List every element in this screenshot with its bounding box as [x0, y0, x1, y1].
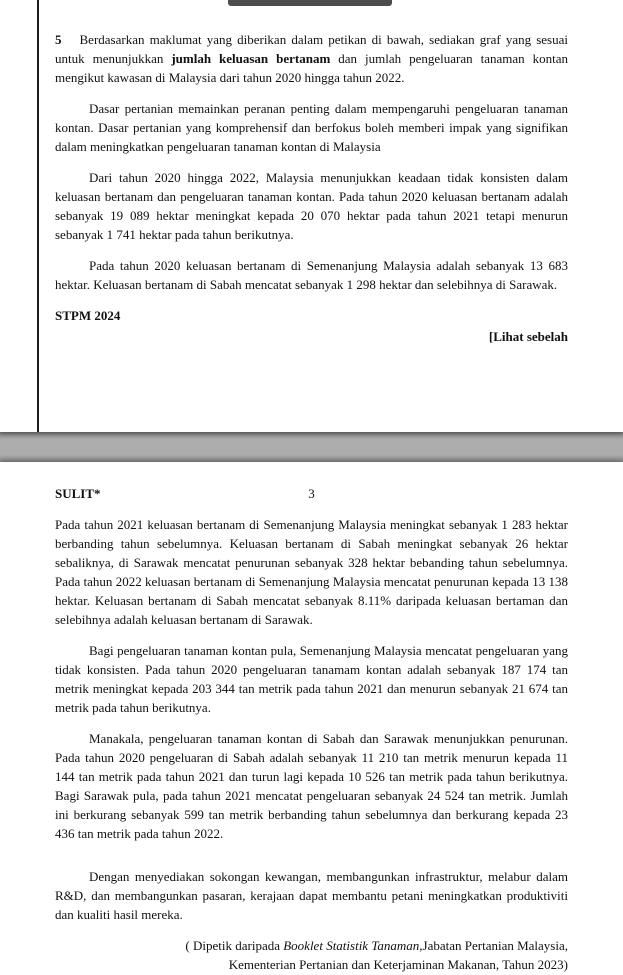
page-top-body — [55, 30, 568, 346]
body-paragraph: Pada tahun 2021 keluasan bertanam di Semenanjung Malaysia meningkat sebanyak 1 283 hektar berbanding tahun sebelumnya. Keluasan bertanam di Sabah meningkat sebanyak 26 hektar sebaliknya, di Sarawak mencatat penurunan sebanyak 328 hektar bebanding tahun sebelumnya. Pada tahun 2022 keluasan bertanam di Semenanjung Malaysia mencatat penurunan kepada 13 138 hektar. Keluasan bertanam di Sabah mencatat sebanyak 8.11% daripada keluasan bertaman dan selebihnya adalah keluasan bertanam di Sarawak. — [55, 517, 568, 627]
question-text-part1: Berdasarkan maklumat yang diberikan dalam petikan di bawah, sediakan graf yang sesuai untuk menunjukkan — [55, 32, 568, 66]
body-paragraph: Dengan menyediakan sokongan kewangan, membangunkan infrastruktur, melabur dalam R&D, dan membangunkan pasaran, kerajaan dapat membantu petani meningkatkan produktiviti dan kualiti hasil mereka. — [55, 869, 568, 922]
page-divider — [0, 432, 623, 462]
body-paragraph: Dari tahun 2020 hingga 2022, Malaysia menunjukkan keadaan tidak konsisten dalam keluasan bertanam dan pengeluaran tanaman kontan. Pada tahun 2020 keluasan bertanam adalah sebanyak 19 089 hektar meningkat kepada 20 070 hektar pada tahun 2021 tetapi menurun sebanyak 1 741 hektar pada tahun berikutnya. — [55, 170, 568, 242]
question-paragraph — [55, 30, 568, 87]
citation-source-italic: Booklet Statistik Tanaman, — [283, 938, 423, 953]
page-edge-line — [37, 0, 39, 432]
citation-pre: ( Dipetik daripada — [185, 938, 284, 953]
citation-line2: Kementerian Pertanian dan Keterjaminan Makanan, Tahun 2023) — [228, 957, 568, 972]
sulit-label: SULIT* — [55, 486, 101, 501]
body-paragraph: Manakala, pengeluaran tanaman kontan di Sabah dan Sarawak menunjukkan penurunan. Pada tahun 2020 pengeluaran di Sabah adalah sebanyak 11 210 tan metrik menurun kepada 11 144 tan metrik pada tahun 2021 dan turun lagi kepada 10 526 tan metrik pada tahun berikutnya. Bagi Sarawak pula, pada tahun 2021 mencatat pengeluaran sebanyak 24 524 tan metrik. Jumlah ini berkurang sebanyak 599 tan metrik berbanding tahun sebelumnya dan berkurang kepada 23 436 tan metrik pada tahun 2022. — [55, 731, 568, 841]
stpm-label: STPM 2024 — [55, 308, 121, 323]
page-3-body — [55, 515, 568, 974]
lihat-sebelah-note: [Lihat sebelah — [488, 329, 568, 344]
citation-post: Jabatan Pertanian Malaysia, — [422, 938, 568, 953]
question-number: 5 — [55, 32, 62, 47]
exam-page-3 — [0, 462, 623, 975]
citation — [55, 936, 568, 974]
body-paragraph: Bagi pengeluaran tanaman kontan pula, Semenanjung Malaysia mencatat pengeluaran yang tidak konsisten. Pada tahun 2020 pengeluaran tanamam kontan adalah sebanyak 187 174 tan metrik meningkat kepada 203 344 tan metrik pada tahun 2021 dan menurun sebanyak 21 674 tan metrik pada tahun berikutnya. — [55, 643, 568, 715]
page-header — [55, 484, 568, 503]
question-text-part2: dan jumlah pengeluaran tanaman kontan mengikut kawasan di Malaysia dari tahun 2020 hingga tahun 2022. — [55, 51, 568, 85]
body-paragraph: Dasar pertanian memainkan peranan penting dalam mempengaruhi pengeluaran tanaman kontan. Dasar pertanian yang komprehensif dan berfokus boleh memberi impak yang signifikan dalam meningkatkan pengeluaran tanaman kontan di Malaysia — [55, 101, 568, 154]
page-number: 3 — [308, 486, 315, 501]
body-paragraph: Pada tahun 2020 keluasan bertanam di Semenanjung Malaysia adalah sebanyak 13 683 hektar. Keluasan bertanam di Sabah mencatat sebanyak 1 298 hektar dan selebihnya di Sarawak. — [55, 258, 568, 292]
question-bold-phrase: jumlah keluasan bertanam — [171, 51, 331, 66]
cropped-header-smudge — [228, 0, 392, 6]
exam-page-top — [0, 0, 623, 432]
